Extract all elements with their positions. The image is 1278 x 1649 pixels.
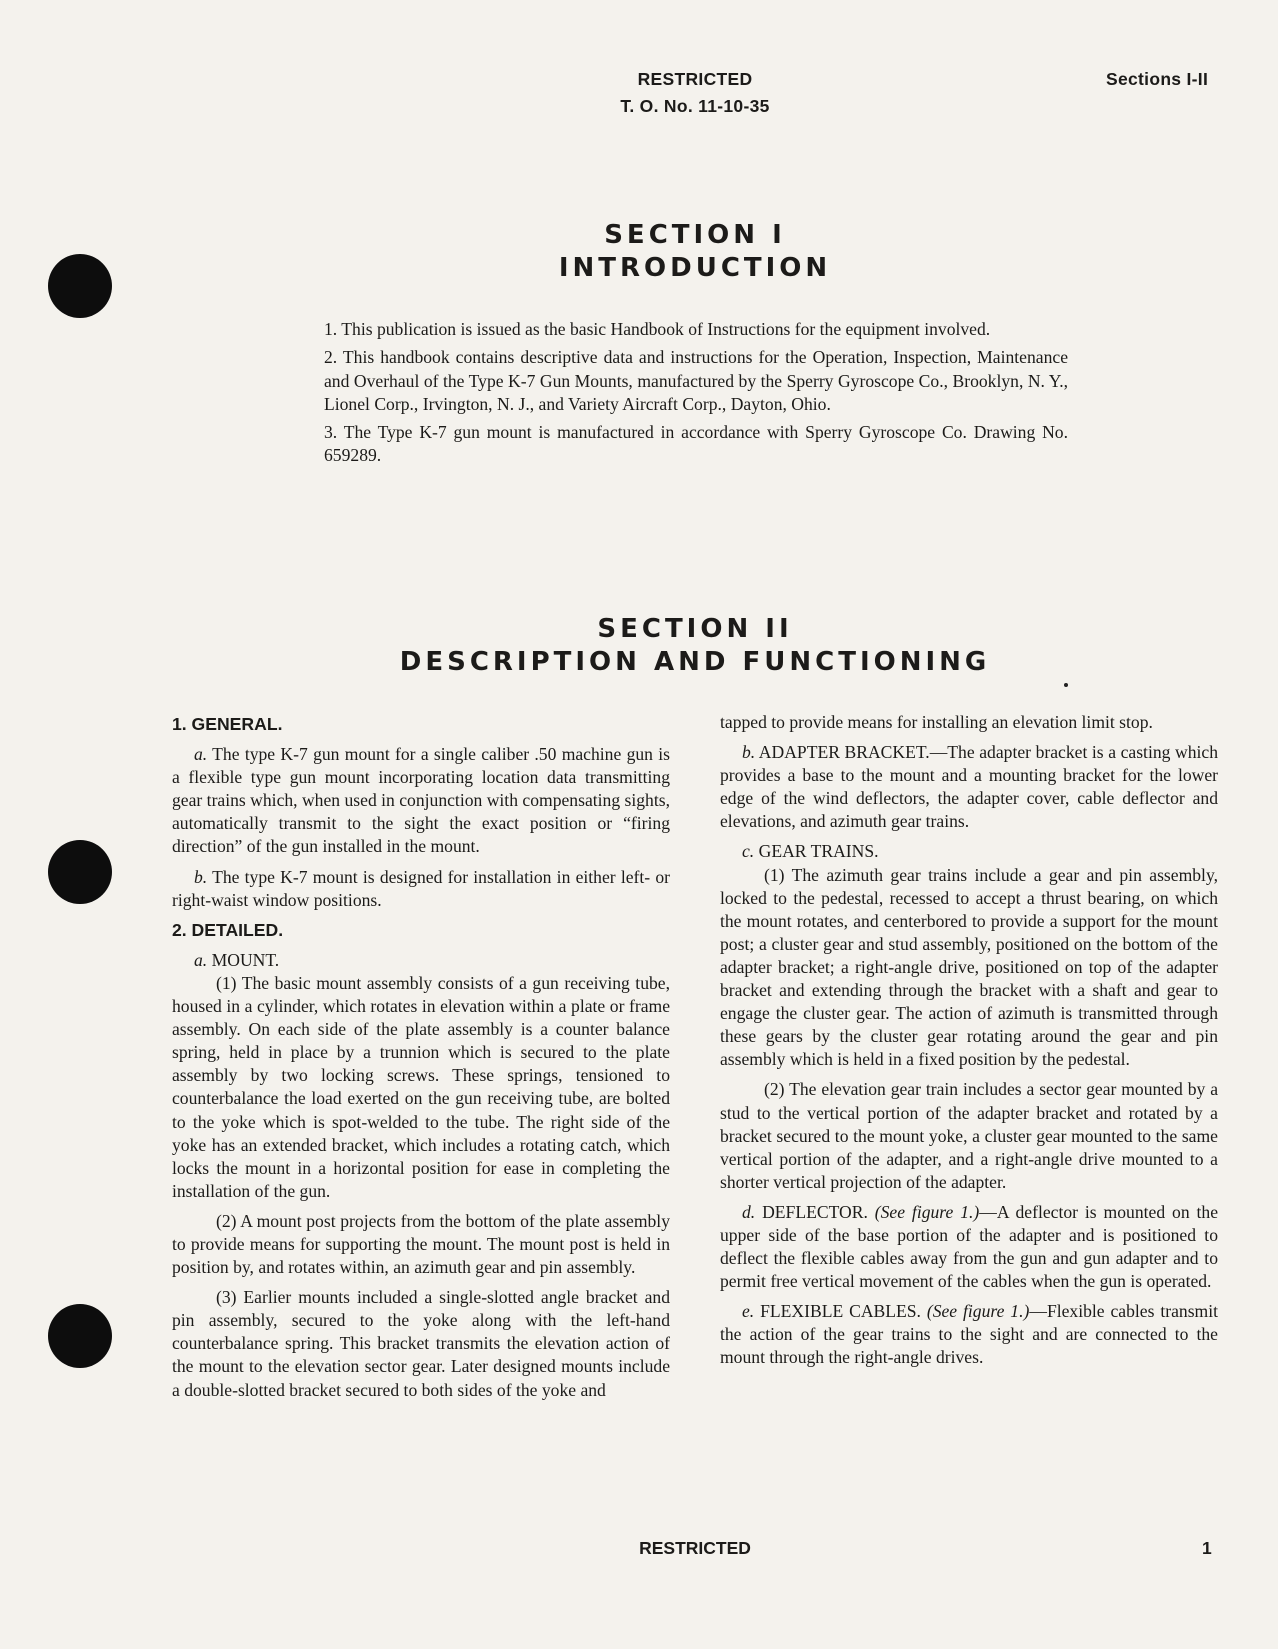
mount-paragraph-3: (3) Earlier mounts included a single-slotted angle bracket and pin assembly, secured to the yoke along with the left-hand counterbalance spring. This bracket transmits the elevation action of the mount to the elevation sector gear. Later designed mounts include a double-slotted bracket secured to both sides of the yoke and xyxy=(172,1287,670,1400)
gear-trains-paragraph-2: (2) The elevation gear train includes a sector gear mounted by a stud to the vertical portion of the adapter bracket and rotated by a bracket secured to the mount yoke, a cluster gear mounted to the same vertical portion of the adapter, and a right-angle drive mounted to a shorter vertical projection of the adapter. xyxy=(720,1079,1218,1192)
mount-paragraph-2: (2) A mount post projects from the bottom of the plate assembly to provide means for supporting the mount. The mount post is held in position by, and rotates within, an azimuth gear and pin assembly. xyxy=(172,1210,670,1278)
general-a-paragraph: a. The type K-7 gun mount for a single caliber .50 machine gun is a flexible type gun mount incorporating location data transmitting gear trains which, when used in conjunction with compensating sights, automatically transmit to the sight the exact position or “firing direction” of the gun installed in the mount. xyxy=(172,744,670,857)
header-sections: Sections I-II xyxy=(1106,69,1209,89)
section2-title: SECTION II xyxy=(597,614,793,644)
heading-general: 1. GENERAL. xyxy=(172,714,283,734)
section2-subtitle: DESCRIPTION AND FUNCTIONING xyxy=(399,647,991,677)
intro-paragraph-2: 2. This handbook contains descriptive data and instructions for the Operation, Inspection, Maintenance and Overhaul of the Type K-7 Gun Mounts, manufactured by the Sperry Gyroscope Co., Brooklyn, N. Y., Lionel Corp., Irvington, N. J., and Variety Aircraft Corp., Dayton, Ohio. xyxy=(324,347,1068,414)
right-column xyxy=(720,711,1218,1377)
binder-hole-bottom xyxy=(48,1304,112,1368)
section1-subtitle: INTRODUCTION xyxy=(558,253,832,283)
deflector-paragraph: d. DEFLECTOR. (See figure 1.)—A deflector is mounted on the upper side of the base portion of the adapter and is positioned to deflect the flexible cables away from the gun and gun adapter and to permit free vertical movement of the cables when the gun is operated. xyxy=(720,1201,1219,1292)
continued-paragraph: tapped to provide means for installing an elevation limit stop. xyxy=(720,712,1153,732)
header-restricted: RESTRICTED xyxy=(637,69,753,89)
mount-paragraph-1: (1) The basic mount assembly consists of a gun receiving tube, housed in a cylinder, which rotates in elevation within a plate or frame assembly. On each side of the plate assembly is a counter balance spring, held in place by a trunnion which is secured to the plate assembly by two locking screws. These springs, tensioned to counterbalance the load exerted on the gun receiving tube, are bolted to the yoke which is spot-welded to the tube. The right side of the yoke has an extended bracket, which includes a rotating catch, which locks the mount in a horizontal position for ease in completing the installation of the gun. xyxy=(172,972,670,1201)
page-number: 1 xyxy=(1202,1538,1212,1558)
flexible-cables-paragraph: e. FLEXIBLE CABLES. (See figure 1.)—Flexible cables transmit the action of the gear trains to the sight and are connected to the mount through the right-angle drives. xyxy=(720,1301,1219,1368)
section1-title: SECTION I xyxy=(604,220,786,250)
general-b-paragraph: b. The type K-7 mount is designed for installation in either left- or right-waist window positions. xyxy=(172,866,670,910)
intro-paragraph-3: 3. The Type K-7 gun mount is manufactured in accordance with Sperry Gyroscope Co. Drawing No. 659289. xyxy=(324,422,1068,466)
left-column xyxy=(172,713,670,1409)
gear-trains-paragraph-1: (1) The azimuth gear trains include a gear and pin assembly, locked to the pedestal, recessed to accept a thrust bearing, on which the mount rotates, and centerbored to provide a support for the mount post; a cluster gear and stud assembly, positioned on the bottom of the adapter bracket; a right-angle drive, positioned on top of the adapter bracket and extending through the bracket with a shaft and gear to engage the cluster gear. The action of azimuth is transmitted through these gears by the cluster gear rotating around the gear and pin assembly which is held in a fixed position by the pedestal. xyxy=(720,864,1218,1070)
intro-paragraph-1: 1. This publication is issued as the basic Handbook of Instructions for the equipment involved. xyxy=(324,319,991,339)
gear-trains-heading: c. GEAR TRAINS. xyxy=(742,841,879,862)
header-to-number: T. O. No. 11-10-35 xyxy=(620,96,770,116)
footer-restricted: RESTRICTED xyxy=(639,1538,751,1558)
heading-detailed: 2. DETAILED. xyxy=(172,919,284,940)
print-speck xyxy=(1064,683,1068,687)
binder-hole-middle xyxy=(48,840,112,904)
adapter-bracket-paragraph: b. ADAPTER BRACKET.—The adapter bracket is a casting which provides a base to the mount and a mounting bracket for the lower edge of the wind deflectors, the adapter cover, cable deflector and elevations, and azimuth gear trains. xyxy=(720,742,1218,832)
section1-body xyxy=(324,318,1068,473)
mount-heading: a. MOUNT. xyxy=(194,949,280,970)
